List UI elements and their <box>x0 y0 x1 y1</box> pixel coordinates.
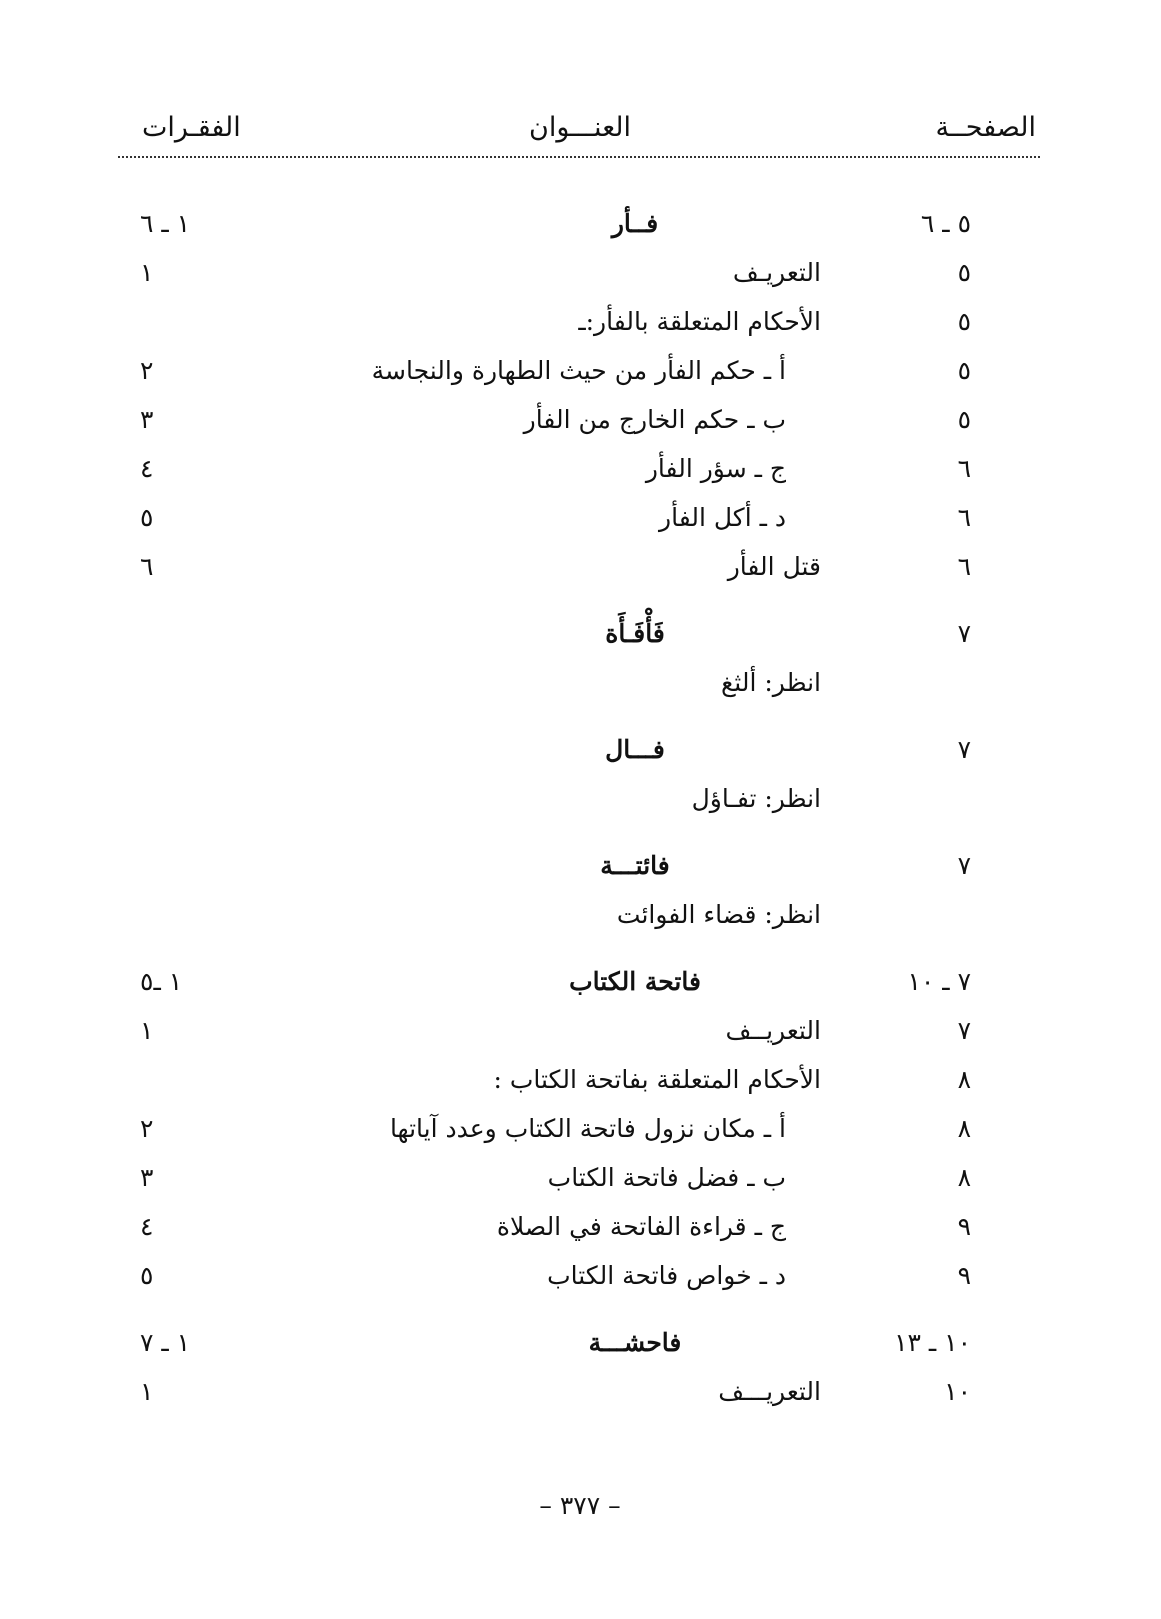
index-row <box>0 347 1161 396</box>
entry-page: ٦ <box>957 454 971 483</box>
entry-paragraphs: ٥ <box>140 503 154 532</box>
entry-see-reference: انظر: قضاء الفوائت <box>616 900 821 929</box>
page-number: – ٣٧٧ – <box>539 1491 621 1520</box>
column-header-paragraphs: الفقـرات <box>142 112 241 143</box>
entry-see-reference: انظر: تفـاؤل <box>691 784 821 813</box>
entry-page: ٥ <box>957 356 971 385</box>
entry-page: ٥ ـ ٦ <box>920 209 971 238</box>
entry-page: ٦ <box>957 552 971 581</box>
index-row <box>0 726 1161 775</box>
entry-page: ١٠ <box>944 1377 971 1406</box>
index-row <box>0 775 1161 824</box>
entry-subsubtopic: د ـ أكل الفأر <box>659 503 786 532</box>
entry-page: ٩ <box>957 1261 971 1290</box>
index-row <box>0 298 1161 347</box>
entry-page: ١٠ ـ ١٣ <box>894 1328 971 1357</box>
index-row <box>0 445 1161 494</box>
index-row <box>0 1056 1161 1105</box>
entry-page: ٧ ـ ١٠ <box>907 967 971 996</box>
entry-page: ٥ <box>957 258 971 287</box>
index-entries <box>0 200 1161 1417</box>
entry-page: ٧ <box>957 619 971 648</box>
dotted-header-rule <box>118 156 1040 158</box>
entry-heading: فــأر <box>611 209 659 238</box>
entry-paragraphs: ١ ـ ٧ <box>140 1328 191 1357</box>
entry-paragraphs: ٢ <box>140 1114 154 1143</box>
entry-subsubtopic: ج ـ قراءة الفاتحة في الصلاة <box>496 1212 786 1241</box>
index-row <box>0 200 1161 249</box>
entry-page: ٧ <box>957 851 971 880</box>
entry-page: ٦ <box>957 503 971 532</box>
entry-paragraphs: ٤ <box>140 1212 154 1241</box>
entry-paragraphs: ١ <box>140 1377 154 1406</box>
index-row <box>0 659 1161 708</box>
entry-heading: فائتـــة <box>600 851 670 880</box>
index-row <box>0 1154 1161 1203</box>
entry-paragraphs: ٥ <box>140 1261 154 1290</box>
entry-page: ٩ <box>957 1212 971 1241</box>
index-row <box>0 1319 1161 1368</box>
entry-subsubtopic: ب ـ حكم الخارج من الفأر <box>523 405 786 434</box>
column-header-title: العنـــوان <box>529 112 631 143</box>
entry-subsubtopic: ب ـ فضل فاتحة الكتاب <box>547 1163 786 1192</box>
entry-heading: فاحشـــة <box>588 1328 682 1357</box>
entry-heading: فـــال <box>605 735 665 764</box>
entry-paragraphs: ١ ـ ٦ <box>140 209 191 238</box>
entry-subtopic: قتل الفأر <box>727 552 821 581</box>
entry-subtopic: التعريـــف <box>718 1377 821 1406</box>
index-row <box>0 1007 1161 1056</box>
index-row <box>0 249 1161 298</box>
entry-subtopic: الأحكام المتعلقة بالفأر:ـ <box>578 307 821 336</box>
column-header-page: الصفحــة <box>935 112 1036 143</box>
entry-subsubtopic: د ـ خواص فاتحة الكتاب <box>547 1261 786 1290</box>
entry-paragraphs: ١ ـ٥ <box>140 967 183 996</box>
entry-page: ٥ <box>957 307 971 336</box>
entry-paragraphs: ١ <box>140 1016 154 1045</box>
entry-heading: فاتحة الكتاب <box>569 967 701 996</box>
index-row <box>0 1203 1161 1252</box>
index-row <box>0 891 1161 940</box>
entry-see-reference: انظر: ألثغ <box>721 668 821 697</box>
entry-subsubtopic: أ ـ مكان نزول فاتحة الكتاب وعدد آياتها <box>389 1114 786 1143</box>
entry-paragraphs: ١ <box>140 258 154 287</box>
index-row <box>0 1368 1161 1417</box>
index-row <box>0 396 1161 445</box>
entry-heading: فَأْفَـأَة <box>605 619 665 648</box>
entry-page: ٧ <box>957 1016 971 1045</box>
entry-page: ٨ <box>957 1065 971 1094</box>
entry-subsubtopic: أ ـ حكم الفأر من حيث الطهارة والنجاسة <box>371 356 786 385</box>
entry-paragraphs: ٦ <box>140 552 154 581</box>
index-row <box>0 1105 1161 1154</box>
entry-page: ٥ <box>957 405 971 434</box>
entry-subtopic: التعريــف <box>725 1016 821 1045</box>
index-row <box>0 610 1161 659</box>
entry-page: ٨ <box>957 1163 971 1192</box>
index-row <box>0 494 1161 543</box>
entry-page: ٧ <box>957 735 971 764</box>
index-row <box>0 1252 1161 1301</box>
index-row <box>0 842 1161 891</box>
entry-paragraphs: ٣ <box>140 405 154 434</box>
entry-paragraphs: ٣ <box>140 1163 154 1192</box>
entry-subtopic: التعريـف <box>732 258 821 287</box>
entry-subsubtopic: ج ـ سؤر الفأر <box>645 454 786 483</box>
index-row <box>0 543 1161 592</box>
entry-subtopic: الأحكام المتعلقة بفاتحة الكتاب : <box>493 1065 821 1094</box>
entry-paragraphs: ٤ <box>140 454 154 483</box>
index-row <box>0 958 1161 1007</box>
entry-page: ٨ <box>957 1114 971 1143</box>
entry-paragraphs: ٢ <box>140 356 154 385</box>
